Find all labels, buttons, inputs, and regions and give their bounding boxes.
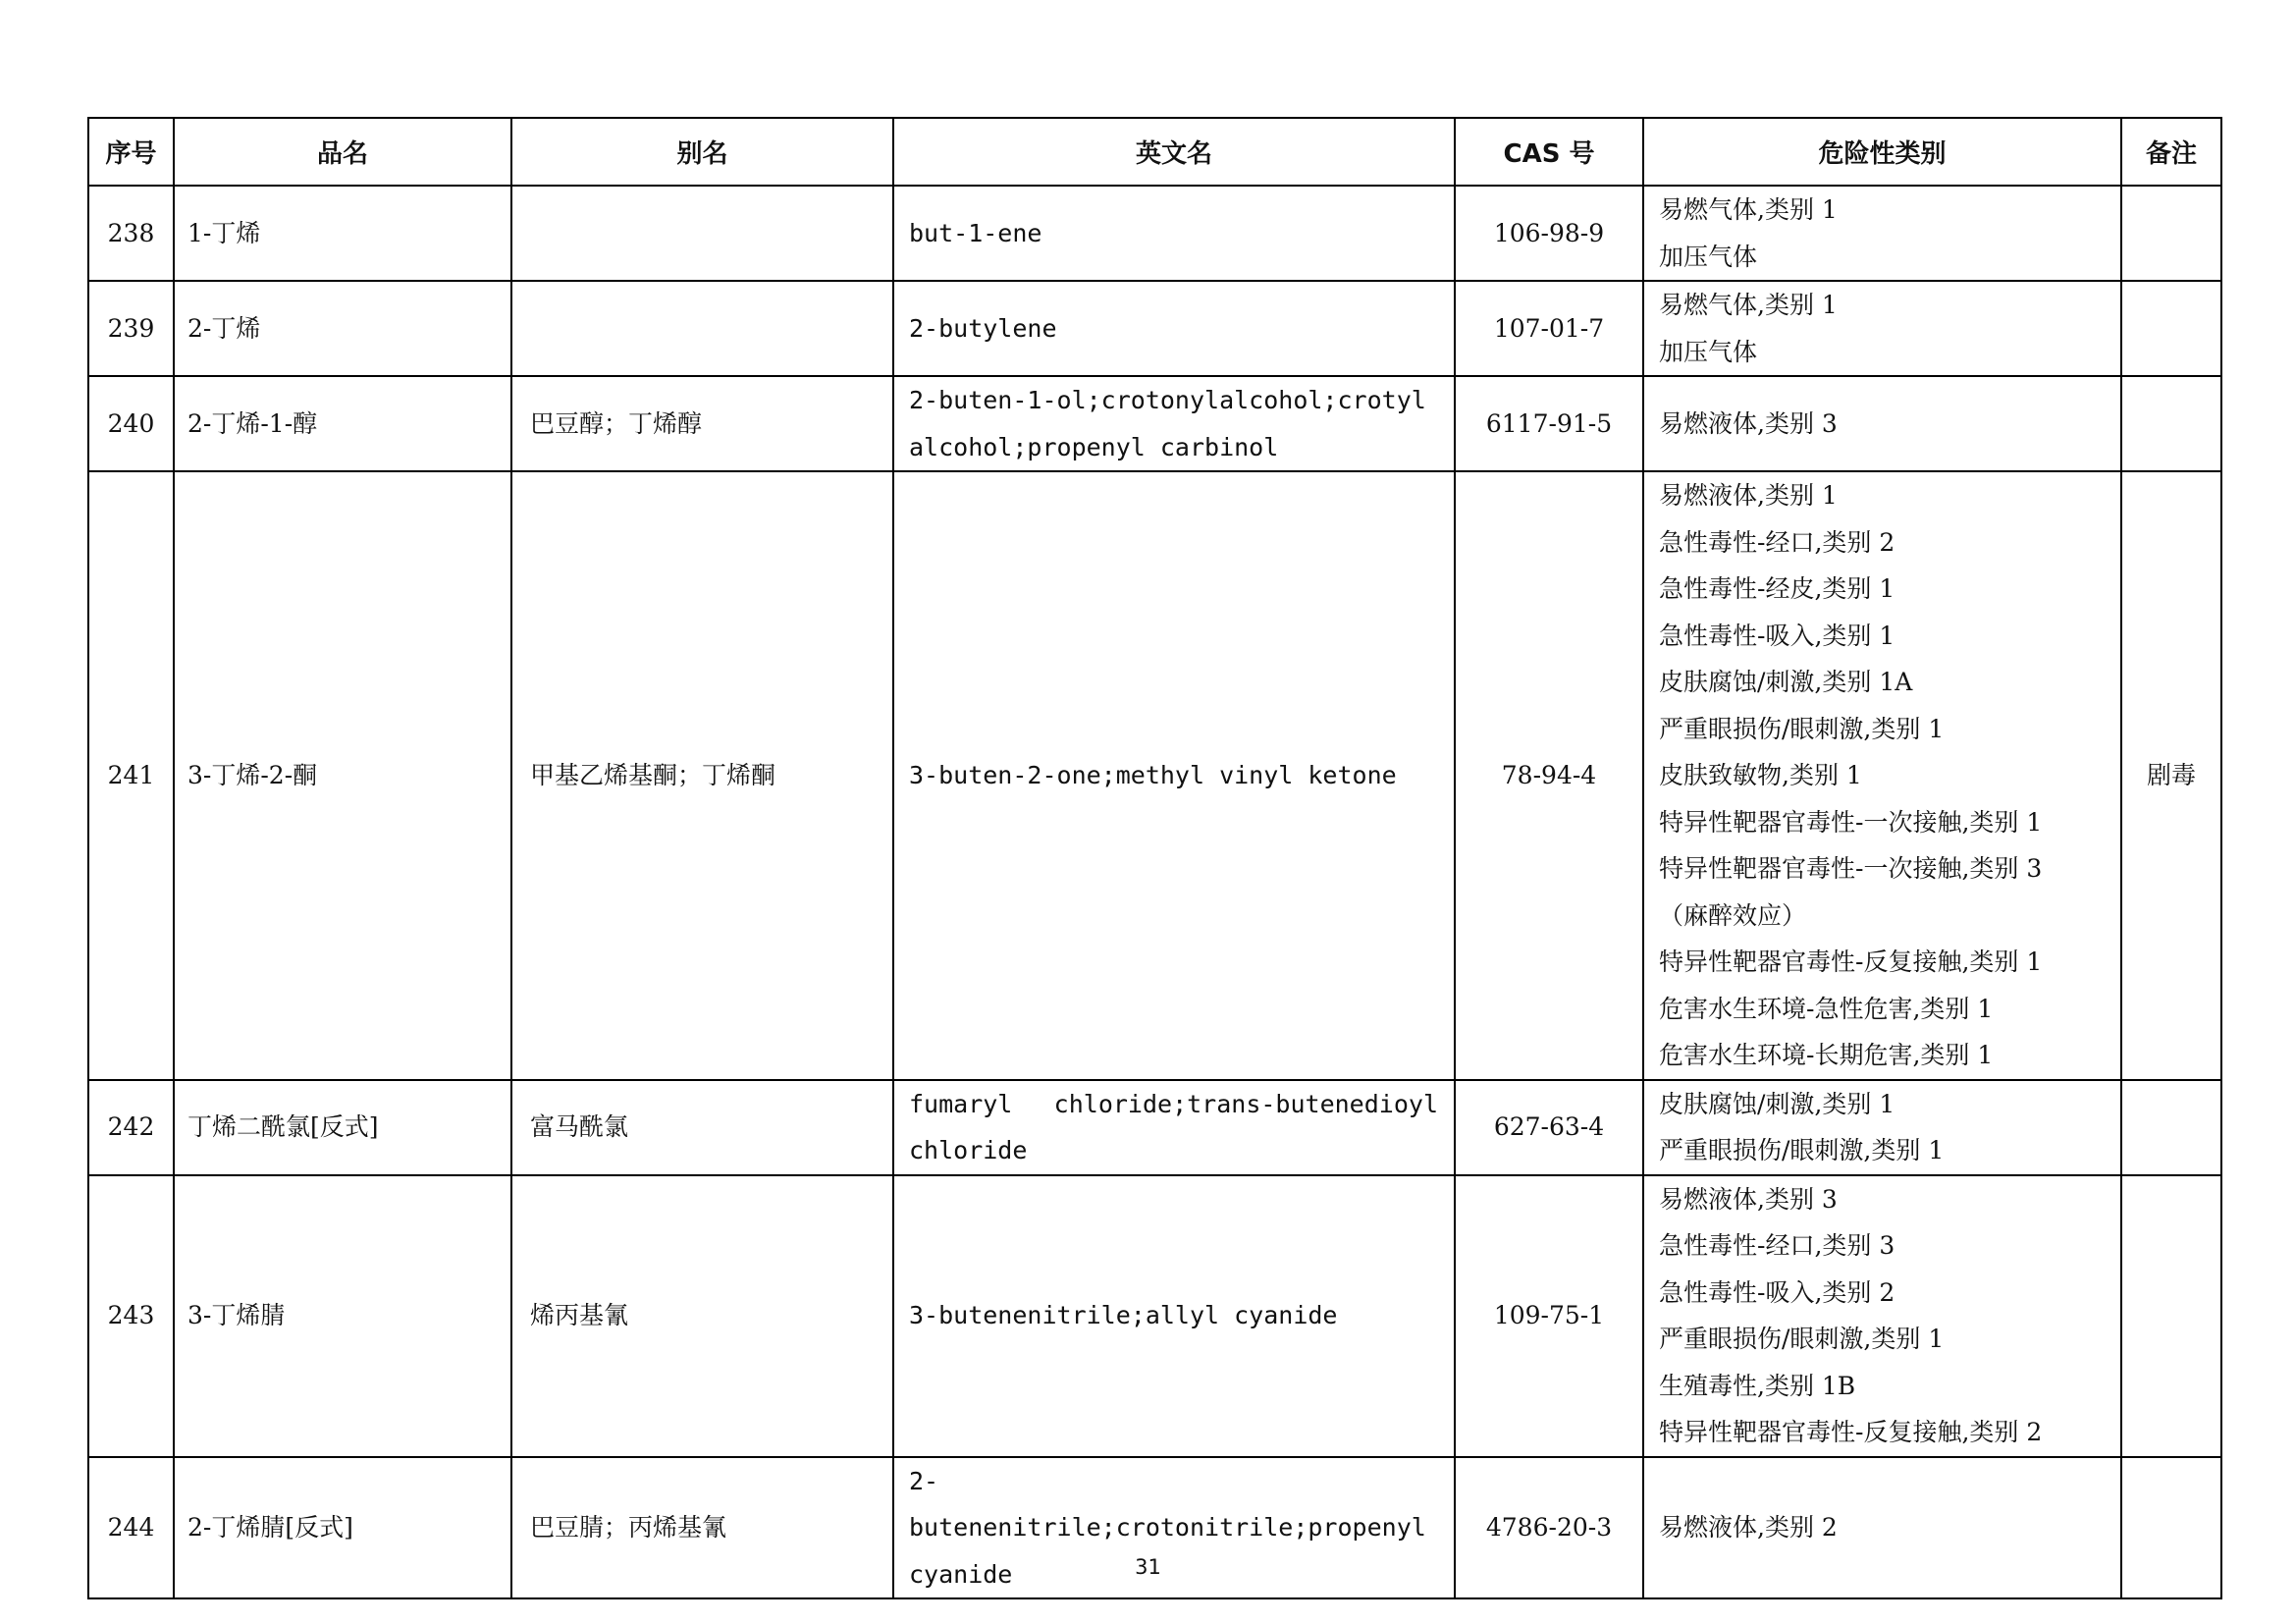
cell-alias — [511, 186, 893, 281]
cell-cas-number: 78-94-4 — [1455, 471, 1643, 1080]
table-row — [88, 376, 2221, 471]
header-no: 序号 — [88, 118, 174, 186]
cell-hazard-category — [1643, 1080, 2121, 1175]
table-row — [88, 281, 2221, 376]
cell-no: 238 — [88, 186, 174, 281]
hazard-line: 急性毒性-吸入,类别 1 — [1659, 621, 1896, 650]
cell-product-name: 2-丁烯 — [174, 281, 511, 376]
hazard-line: 易燃气体,类别 1 — [1659, 291, 1838, 319]
hazard-line: 特异性靶器官毒性-一次接触,类别 3 — [1659, 854, 2043, 883]
cell-product-name: 2-丁烯腈[反式] — [174, 1457, 511, 1599]
hazard-line: 易燃液体,类别 2 — [1659, 1513, 1838, 1542]
hazardous-chemicals-table — [87, 117, 2222, 1599]
cell-cas-number: 4786-20-3 — [1455, 1457, 1643, 1599]
hazard-line: 危害水生环境-急性危害,类别 1 — [1659, 994, 1994, 1023]
cell-cas-number: 6117-91-5 — [1455, 376, 1643, 471]
chemical-table-container — [87, 117, 2220, 1599]
cell-no: 239 — [88, 281, 174, 376]
cell-alias: 烯丙基氰 — [511, 1175, 893, 1457]
cell-english-name: 3-buten-2-one;methyl vinyl ketone — [893, 471, 1455, 1080]
hazard-line: 皮肤腐蚀/刺激,类别 1 — [1659, 1089, 1896, 1118]
hazard-line: 危害水生环境-长期危害,类别 1 — [1659, 1041, 1994, 1069]
hazard-line: 严重眼损伤/眼刺激,类别 1 — [1659, 714, 1945, 743]
cell-hazard-category — [1643, 471, 2121, 1080]
hazard-line: 皮肤腐蚀/刺激,类别 1A — [1659, 668, 1913, 696]
hazard-line: （麻醉效应） — [1659, 900, 1807, 930]
cell-alias — [511, 281, 893, 376]
hazard-line: 特异性靶器官毒性-反复接触,类别 2 — [1659, 1418, 2043, 1446]
cell-product-name: 2-丁烯-1-醇 — [174, 376, 511, 471]
cell-hazard-category — [1643, 1175, 2121, 1457]
cell-product-name: 3-丁烯-2-酮 — [174, 471, 511, 1080]
cell-no: 243 — [88, 1175, 174, 1457]
cell-alias: 巴豆腈；丙烯基氰 — [511, 1457, 893, 1599]
hazard-line: 急性毒性-吸入,类别 2 — [1659, 1277, 1896, 1307]
hazard-line: 皮肤致敏物,类别 1 — [1659, 761, 1862, 789]
header-hazard-category: 危险性类别 — [1643, 118, 2121, 186]
cell-no: 240 — [88, 376, 174, 471]
header-note: 备注 — [2121, 118, 2221, 186]
cell-cas-number: 107-01-7 — [1455, 281, 1643, 376]
table-row — [88, 186, 2221, 281]
hazard-line: 生殖毒性,类别 1B — [1659, 1371, 1856, 1400]
cell-product-name: 丁烯二酰氯[反式] — [174, 1080, 511, 1175]
cell-note — [2121, 281, 2221, 376]
hazard-line: 易燃液体,类别 3 — [1659, 408, 1838, 438]
hazard-line: 严重眼损伤/眼刺激,类别 1 — [1659, 1325, 1945, 1353]
cell-cas-number: 109-75-1 — [1455, 1175, 1643, 1457]
cell-english-name: but-1-ene — [893, 186, 1455, 281]
cell-english-name: 2-buten-1-ol;crotonylalcohol;crotyl alcohol;propenyl carbinol — [893, 376, 1455, 471]
hazard-line: 急性毒性-经皮,类别 1 — [1659, 574, 1896, 603]
cell-note — [2121, 1175, 2221, 1457]
cell-cas-number: 106-98-9 — [1455, 186, 1643, 281]
hazard-line: 易燃气体,类别 1 — [1659, 195, 1838, 224]
cell-english-name: 3-butenenitrile;allyl cyanide — [893, 1175, 1455, 1457]
cell-alias: 甲基乙烯基酮；丁烯酮 — [511, 471, 893, 1080]
cell-no: 244 — [88, 1457, 174, 1599]
cell-english-name: fumaryl chloride;trans-butenedioyl chloride — [893, 1080, 1455, 1175]
cell-cas-number: 627-63-4 — [1455, 1080, 1643, 1175]
table-header-row — [88, 118, 2221, 186]
hazard-line: 易燃液体,类别 3 — [1659, 1184, 1838, 1214]
cell-no: 242 — [88, 1080, 174, 1175]
header-cas: CAS 号 — [1455, 118, 1643, 186]
cell-alias: 富马酰氯 — [511, 1080, 893, 1175]
cell-product-name: 1-丁烯 — [174, 186, 511, 281]
hazard-line: 加压气体 — [1659, 242, 1758, 271]
hazard-line: 特异性靶器官毒性-一次接触,类别 1 — [1659, 807, 2043, 837]
cell-alias: 巴豆醇；丁烯醇 — [511, 376, 893, 471]
header-alias: 别名 — [511, 118, 893, 186]
cell-hazard-category — [1643, 281, 2121, 376]
header-english-name: 英文名 — [893, 118, 1455, 186]
cell-english-name: 2-butylene — [893, 281, 1455, 376]
page-number: 31 — [1135, 1555, 1161, 1579]
table-row — [88, 471, 2221, 1080]
cell-hazard-category — [1643, 186, 2121, 281]
table-body — [88, 186, 2221, 1598]
hazard-line: 加压气体 — [1659, 337, 1758, 366]
cell-note — [2121, 376, 2221, 471]
cell-note: 剧毒 — [2121, 471, 2221, 1080]
table-row — [88, 1080, 2221, 1175]
cell-product-name: 3-丁烯腈 — [174, 1175, 511, 1457]
hazard-line: 严重眼损伤/眼刺激,类别 1 — [1659, 1136, 1945, 1164]
header-name: 品名 — [174, 118, 511, 186]
cell-english-name: 2-butenenitrile;crotonitrile;propenyl cyanide — [893, 1457, 1455, 1599]
cell-no: 241 — [88, 471, 174, 1080]
hazard-line: 特异性靶器官毒性-反复接触,类别 1 — [1659, 947, 2043, 976]
cell-note — [2121, 186, 2221, 281]
hazard-line: 易燃液体,类别 1 — [1659, 481, 1838, 510]
hazard-line: 急性毒性-经口,类别 2 — [1659, 527, 1896, 557]
cell-hazard-category — [1643, 376, 2121, 471]
cell-note — [2121, 1080, 2221, 1175]
table-row — [88, 1175, 2221, 1457]
hazard-line: 急性毒性-经口,类别 3 — [1659, 1231, 1896, 1260]
